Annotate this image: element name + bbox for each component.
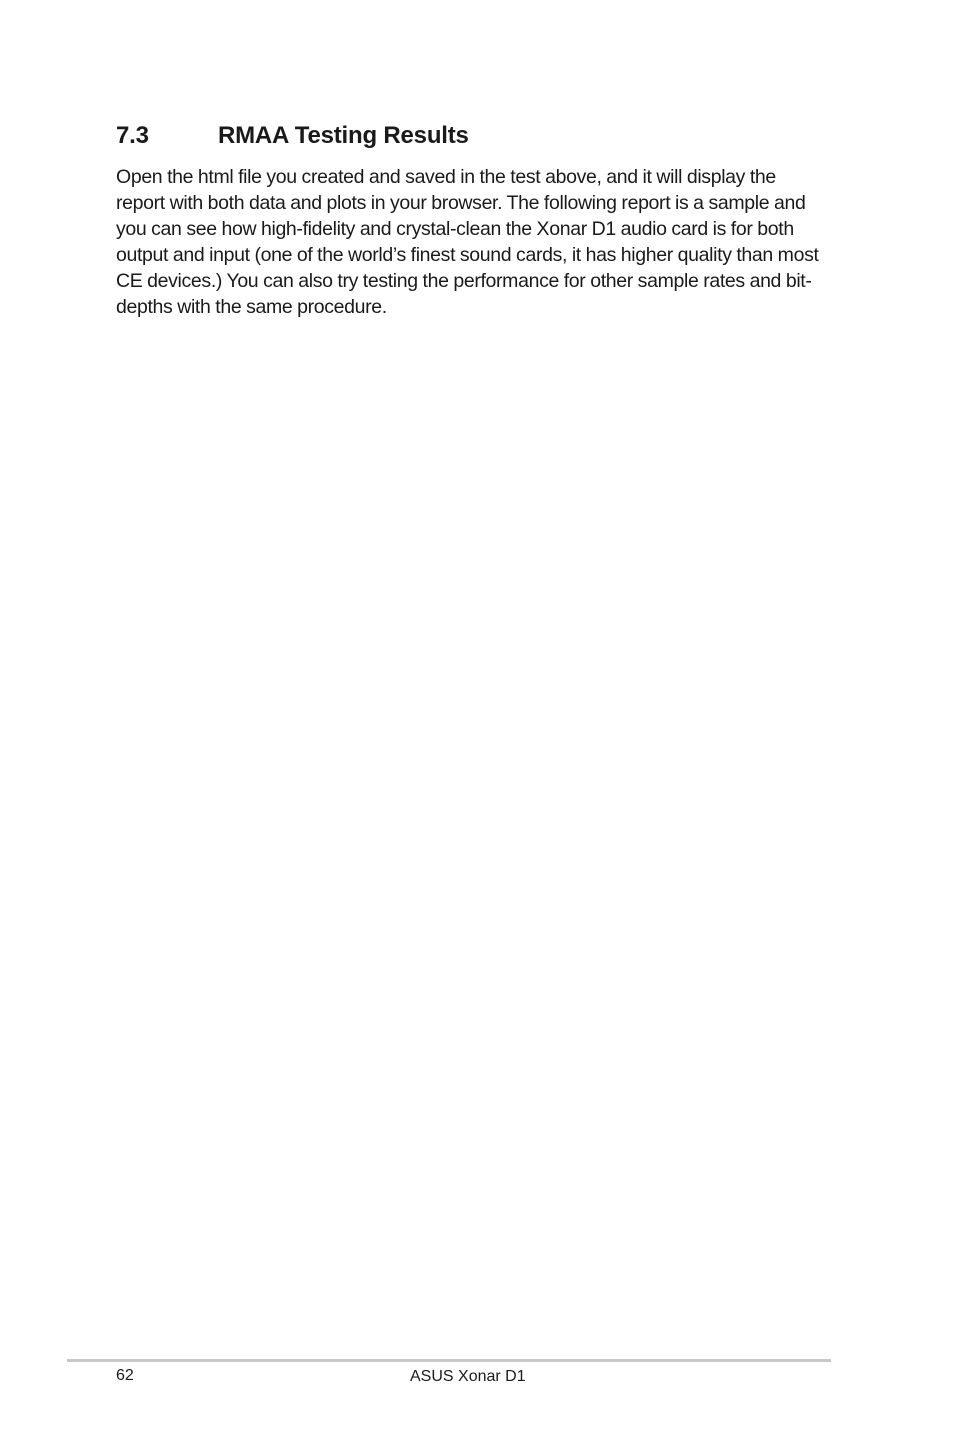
section-heading <box>116 121 469 151</box>
page-number: 62 <box>116 1367 134 1384</box>
section-title: RMAA Testing Results <box>218 122 469 149</box>
body-paragraph: Open the html file you created and saved in the test above, and it will display the report with both data and plots in your browser. The following report is a sample and you can see how high-fidelity and crystal-clean the Xonar D1 audio card is for both output and input (one of the world’s finest sound cards, it has higher quality than most CE devices.) You can also try testing the performance for other sample rates and bit-depths with the same procedure. <box>116 166 819 318</box>
footer-product-name: ASUS Xonar D1 <box>410 1368 526 1385</box>
footer-divider <box>67 1359 831 1362</box>
section-number: 7.3 <box>116 122 149 149</box>
